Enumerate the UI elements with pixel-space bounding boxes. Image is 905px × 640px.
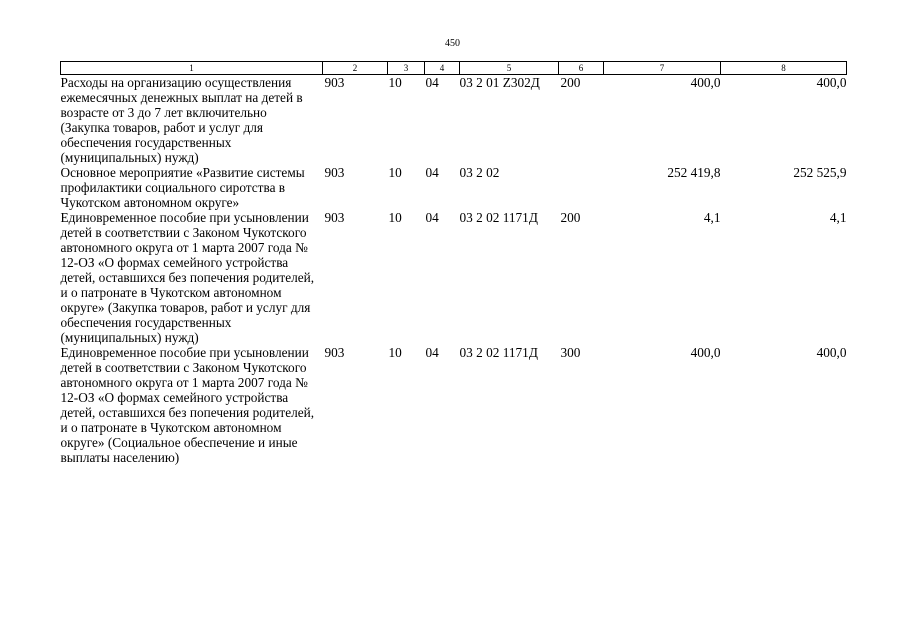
row-name: Единовременное пособие при усыновлении детей в соответствии с Законом Чукотского автономного округа от 1 марта 2007 года № 12-ОЗ «О формах семейного устройства детей, оставшихся без попечения родителей, и о патронате в Чукотском автономном округе» (Закупка товаров, работ и услуг для обеспечения государственных (муниципальных) нужд) bbox=[60, 210, 315, 345]
row-amount-2: 400,0 bbox=[816, 345, 847, 360]
row-subsection: 04 bbox=[425, 165, 439, 180]
row-expense-type: 200 bbox=[560, 75, 581, 90]
row-grbs: 903 bbox=[324, 210, 345, 225]
column-header-1: 1 bbox=[61, 62, 323, 75]
row-section: 10 bbox=[388, 345, 402, 360]
row-grbs: 903 bbox=[324, 165, 345, 180]
row-target-code: 03 2 02 1171Д bbox=[459, 345, 538, 360]
row-target-code: 03 2 01 Z302Д bbox=[459, 75, 540, 90]
row-amount-1: 4,1 bbox=[703, 210, 721, 225]
row-name: Расходы на организацию осуществления ежемесячных денежных выплат на детей в возрасте от 3 до 7 лет включительно (Закупка товаров, работ и услуг для обеспечения государственных (муниципальных) нужд) bbox=[60, 75, 303, 165]
row-amount-1: 400,0 bbox=[690, 345, 721, 360]
table-row bbox=[61, 210, 847, 345]
row-section: 10 bbox=[388, 75, 402, 90]
page-number: 450 bbox=[445, 38, 460, 49]
column-header-8: 8 bbox=[721, 62, 847, 75]
column-header-5: 5 bbox=[460, 62, 559, 75]
row-subsection: 04 bbox=[425, 345, 439, 360]
row-target-code: 03 2 02 bbox=[459, 165, 500, 180]
row-amount-1: 252 419,8 bbox=[667, 165, 721, 180]
column-header-7: 7 bbox=[604, 62, 721, 75]
row-name: Единовременное пособие при усыновлении детей в соответствии с Законом Чукотского автономного округа от 1 марта 2007 года № 12-ОЗ «О формах семейного устройства детей, оставшихся без попечения родителей, и о патронате в Чукотском автономном округе» (Социальное обеспечение и иные выплаты населению) bbox=[60, 345, 315, 465]
row-amount-1: 400,0 bbox=[690, 75, 721, 90]
row-name: Основное мероприятие «Развитие системы профилактики социального сиротства в Чукотском автономном округе» bbox=[60, 165, 305, 210]
row-amount-2: 400,0 bbox=[816, 75, 847, 90]
row-expense-type bbox=[559, 165, 604, 210]
row-section: 10 bbox=[388, 210, 402, 225]
row-subsection: 04 bbox=[425, 210, 439, 225]
row-amount-2: 4,1 bbox=[829, 210, 847, 225]
column-header-4: 4 bbox=[425, 62, 460, 75]
header-row bbox=[61, 62, 847, 75]
row-expense-type: 200 bbox=[560, 210, 581, 225]
budget-table bbox=[60, 61, 847, 465]
row-amount-2: 252 525,9 bbox=[793, 165, 847, 180]
row-subsection: 04 bbox=[425, 75, 439, 90]
table-row bbox=[61, 165, 847, 210]
row-grbs: 903 bbox=[324, 345, 345, 360]
row-expense-type: 300 bbox=[560, 345, 581, 360]
table-row bbox=[61, 345, 847, 465]
row-section: 10 bbox=[388, 165, 402, 180]
table-row bbox=[61, 75, 847, 166]
table-body bbox=[61, 75, 847, 466]
column-header-2: 2 bbox=[323, 62, 388, 75]
column-header-3: 3 bbox=[388, 62, 425, 75]
row-target-code: 03 2 02 1171Д bbox=[459, 210, 538, 225]
column-header-6: 6 bbox=[559, 62, 604, 75]
row-grbs: 903 bbox=[324, 75, 345, 90]
table-header bbox=[61, 62, 847, 75]
